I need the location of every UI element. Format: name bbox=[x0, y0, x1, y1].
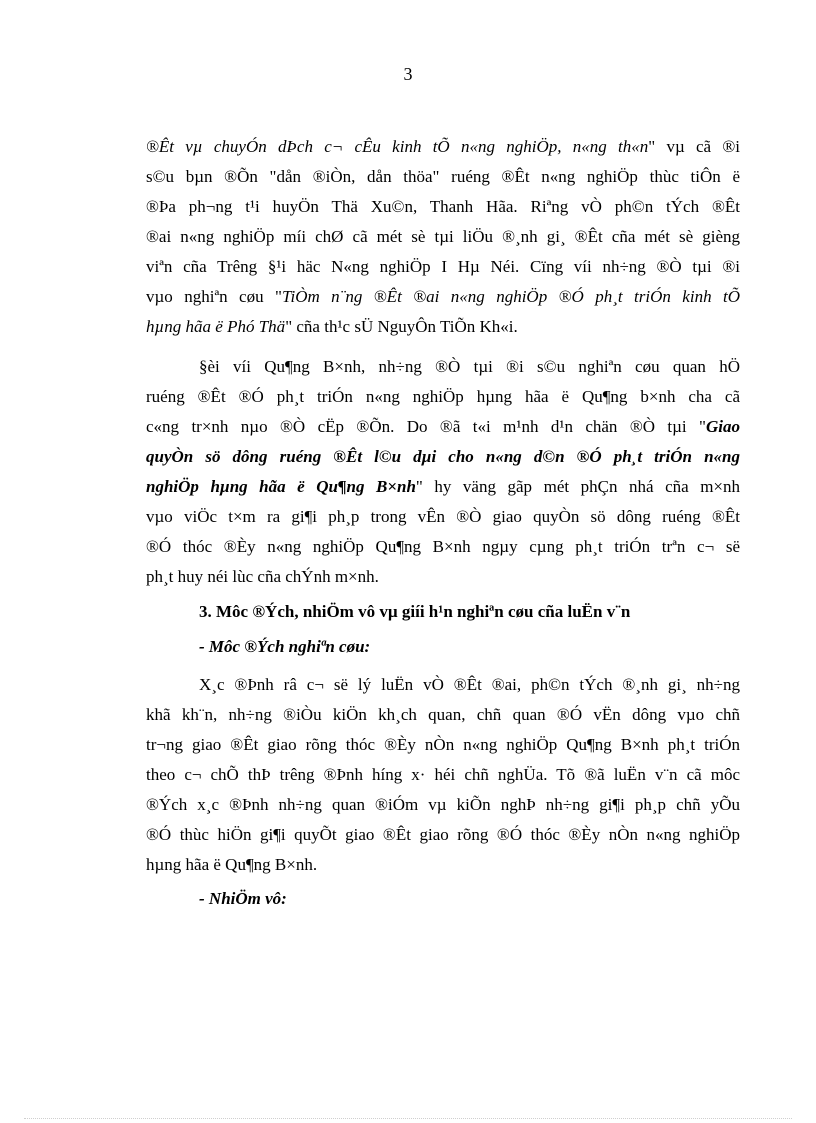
p1-line-7-italic: hµng hãa ë Phó Thä bbox=[146, 317, 286, 336]
p1-line-5: viªn cña Trêng §¹i häc N«ng nghiÖp I Hµ Néi. Cïng víi nh÷ng ®Ò tµi ®i bbox=[146, 257, 740, 276]
p1-line-7 bbox=[146, 312, 740, 342]
p1-line-6-start: vµo nghiªn cøu " bbox=[146, 287, 282, 306]
p2-line-3-bold: Giao bbox=[706, 417, 740, 436]
subheading-purpose: - Môc ®Ých nghiªn cøu: bbox=[199, 637, 371, 656]
p1-line-3: ®Þa ph¬ng t¹i huyÖn Thä Xu©n, Thanh Hãa. Riªng vÒ ph©n tÝch ®Êt bbox=[146, 197, 740, 216]
p1-line-2: s©u bµn ®Õn "dån ®iÒn, dån thöa" ruéng ®Êt n«ng nghiÖp thùc tiÔn ë bbox=[146, 167, 740, 186]
p2-line-7: ®Ó thóc ®Èy n«ng nghiÖp Qu¶ng B×nh ngµy cµng ph¸t triÓn trªn c¬ së bbox=[146, 537, 740, 556]
p1-line-4: ®ai n«ng nghiÖp míi chØ cã mét sè tµi liÖu ®¸nh gi¸ ®Êt cña mét sè gièng bbox=[146, 227, 740, 246]
p2-line-5 bbox=[146, 472, 740, 502]
p1-line-1 bbox=[146, 132, 740, 162]
page-bottom-rule bbox=[24, 1118, 792, 1119]
p3-line-6: ®Ó thùc hiÖn gi¶i quyÕt giao ®Êt giao rõng ®Ó thóc ®Èy nÒn n«ng nghiÖp bbox=[146, 825, 740, 844]
p2-line-3-text: c«ng tr×nh nµo ®Ò cËp ®Õn. Do ®ã t«i m¹nh d¹n chän ®Ò tµi " bbox=[146, 417, 706, 436]
p3-line-4: theo c¬ chÕ thÞ trêng ®Þnh híng x· héi chñ nghÜa. Tõ ®ã luËn v¨n cã môc bbox=[146, 765, 740, 784]
p1-line-1-italic: ®Êt vµ chuyÓn dÞch c¬ cÊu kinh tÕ n«ng nghiÖp, n«ng th«n bbox=[146, 137, 649, 156]
subheading-a-block bbox=[146, 632, 740, 662]
page-number: 3 bbox=[403, 64, 413, 84]
p3-line-7: hµng hãa ë Qu¶ng B×nh. bbox=[146, 855, 318, 874]
p2-line-6: vµo viÖc t×m ra gi¶i ph¸p trong vÊn ®Ò giao quyÒn sö dông ruéng ®Êt bbox=[146, 507, 740, 526]
p1-line-1-end: " vµ cã ®i bbox=[648, 137, 741, 156]
p1-line-6 bbox=[146, 282, 740, 312]
subheading-b-block bbox=[146, 884, 740, 914]
p3-line-1: X¸c ®Þnh râ c¬ së lý luËn vÒ ®Êt ®ai, ph©n tÝch ®¸nh gi¸ nh÷ng bbox=[199, 675, 740, 694]
p2-line-5-end: " hy väng gãp mét phÇn nhá cña m×nh bbox=[415, 477, 741, 496]
p3-line-5: ®Ých x¸c ®Þnh nh÷ng quan ®iÓm vµ kiÕn nghÞ nh÷ng gi¶i ph¸p chñ yÕu bbox=[146, 795, 740, 814]
paragraph-2 bbox=[146, 352, 740, 592]
paragraph-3 bbox=[146, 670, 740, 880]
section-3-heading-block bbox=[146, 597, 740, 627]
p2-line-4: quyÒn sö dông ruéng ®Êt l©u dµi cho n«ng d©n ®Ó ph¸t triÓn n«ng bbox=[146, 447, 740, 466]
p2-line-5-bold: nghiÖp hµng hãa ë Qu¶ng B×nh bbox=[146, 477, 416, 496]
p2-line-3 bbox=[146, 412, 740, 442]
p2-line-1: §èi víi Qu¶ng B×nh, nh÷ng ®Ò tµi ®i s©u nghiªn cøu quan hÖ bbox=[199, 357, 740, 376]
p3-line-3: tr¬ng giao ®Êt giao rõng thóc ®Èy nÒn n«ng nghiÖp Qu¶ng B×nh ph¸t triÓn bbox=[146, 735, 740, 754]
p2-line-8: ph¸t huy néi lùc cña chÝnh m×nh. bbox=[146, 567, 379, 586]
p1-line-7-end: " cña th¹c sÜ NguyÔn TiÕn Kh«i. bbox=[285, 317, 518, 336]
p3-line-2: khã kh¨n, nh÷ng ®iÒu kiÖn kh¸ch quan, chñ quan ®Ó vËn dông vµo chñ bbox=[146, 705, 740, 724]
section-heading: 3. Môc ®Ých, nhiÖm vô vµ giíi h¹n nghiªn cøu cña luËn v¨n bbox=[199, 602, 631, 621]
paragraph-1 bbox=[146, 132, 740, 342]
p2-line-2: ruéng ®Êt ®Ó ph¸t triÓn n«ng nghiÖp hµng hãa ë Qu¶ng b×nh cha cã bbox=[146, 387, 740, 406]
p1-line-6-italic: TiÒm n¨ng ®Êt ®ai n«ng nghiÖp ®Ó ph¸t triÓn kinh tÕ bbox=[281, 287, 740, 306]
subheading-tasks: - NhiÖm vô: bbox=[199, 889, 287, 908]
